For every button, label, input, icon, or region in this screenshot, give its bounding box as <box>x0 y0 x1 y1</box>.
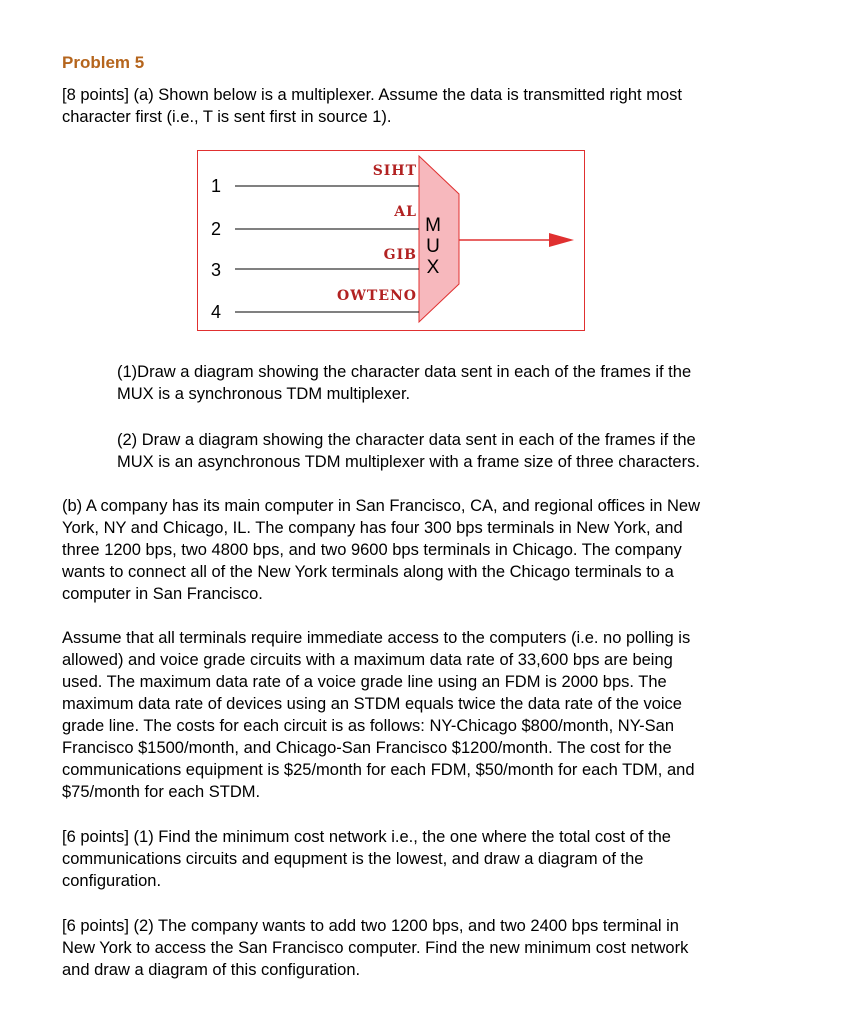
text-line: wants to connect all of the New York terminals along with the Chicago terminals to a <box>62 563 674 581</box>
source-number-1: 1 <box>211 176 222 196</box>
part-b <box>62 495 700 605</box>
text-line: allowed) and voice grade circuits with a maximum data rate of 33,600 bps are being <box>62 651 673 669</box>
text-line: communications equipment is $25/month for each FDM, $50/month for each TDM, and <box>62 761 695 779</box>
text-line: [8 points] (a) Shown below is a multiplexer. Assume the data is transmitted right most <box>62 86 682 104</box>
text-line: configuration. <box>62 872 162 890</box>
source-data-3: GIB <box>383 247 417 263</box>
mux-letter-x: X <box>426 257 440 278</box>
part-a-intro <box>62 84 682 128</box>
text-line: [6 points] (1) Find the minimum cost network i.e., the one where the total cost of the <box>62 828 671 846</box>
question-2 <box>117 429 700 473</box>
text-line: (1)Draw a diagram showing the character data sent in each of the frames if the <box>117 363 692 381</box>
text-line: and draw a diagram of this configuration. <box>62 961 361 979</box>
problem-title: Problem 5 <box>62 53 145 72</box>
text-line: communications circuits and equpment is the lowest, and draw a diagram of the <box>62 850 644 868</box>
question-1 <box>117 361 691 405</box>
text-line: New York to access the San Francisco computer. Find the new minimum cost network <box>62 939 689 957</box>
source-data-1: SIHT <box>372 163 417 179</box>
source-data-4: OWTENO <box>337 288 417 304</box>
source-number-4: 4 <box>211 302 222 322</box>
text-line: maximum data rate of devices using an STDM equals twice the data rate of the voice <box>62 695 682 713</box>
source-number-3: 3 <box>211 260 222 280</box>
text-line: (b) A company has its main computer in San Francisco, CA, and regional offices in New <box>62 497 700 515</box>
mux-letter-u: U <box>426 236 440 257</box>
text-line: grade line. The costs for each circuit is as follows: NY-Chicago $800/month, NY-San <box>62 717 675 735</box>
text-line: Assume that all terminals require immediate access to the computers (i.e. no polling is <box>62 629 691 647</box>
source-number-2: 2 <box>211 219 222 239</box>
text-line: (2) Draw a diagram showing the character data sent in each of the frames if the <box>117 431 696 449</box>
assumptions <box>62 627 695 803</box>
source-data-2: AL <box>394 204 417 220</box>
part-b-question-1 <box>62 826 671 892</box>
text-line: $75/month for each STDM. <box>62 783 261 801</box>
text-line: used. The maximum data rate of a voice grade line using an FDM is 2000 bps. The <box>62 673 667 691</box>
text-line: computer in San Francisco. <box>62 585 263 603</box>
output-arrowhead <box>549 233 574 247</box>
multiplexer-diagram <box>197 150 585 331</box>
text-line: MUX is a synchronous TDM multiplexer. <box>117 385 411 403</box>
text-line: [6 points] (2) The company wants to add two 1200 bps, and two 2400 bps terminal in <box>62 917 679 935</box>
text-line: character first (i.e., T is sent first in source 1). <box>62 108 392 126</box>
text-line: MUX is an asynchronous TDM multiplexer with a frame size of three characters. <box>117 453 700 471</box>
text-line: three 1200 bps, two 4800 bps, and two 9600 bps terminals in Chicago. The company <box>62 541 682 559</box>
mux-letter-m: M <box>425 215 441 236</box>
text-line: York, NY and Chicago, IL. The company has four 300 bps terminals in New York, and <box>62 519 683 537</box>
text-line: Francisco $1500/month, and Chicago-San Francisco $1200/month. The cost for the <box>62 739 672 757</box>
part-b-question-2 <box>62 915 688 981</box>
